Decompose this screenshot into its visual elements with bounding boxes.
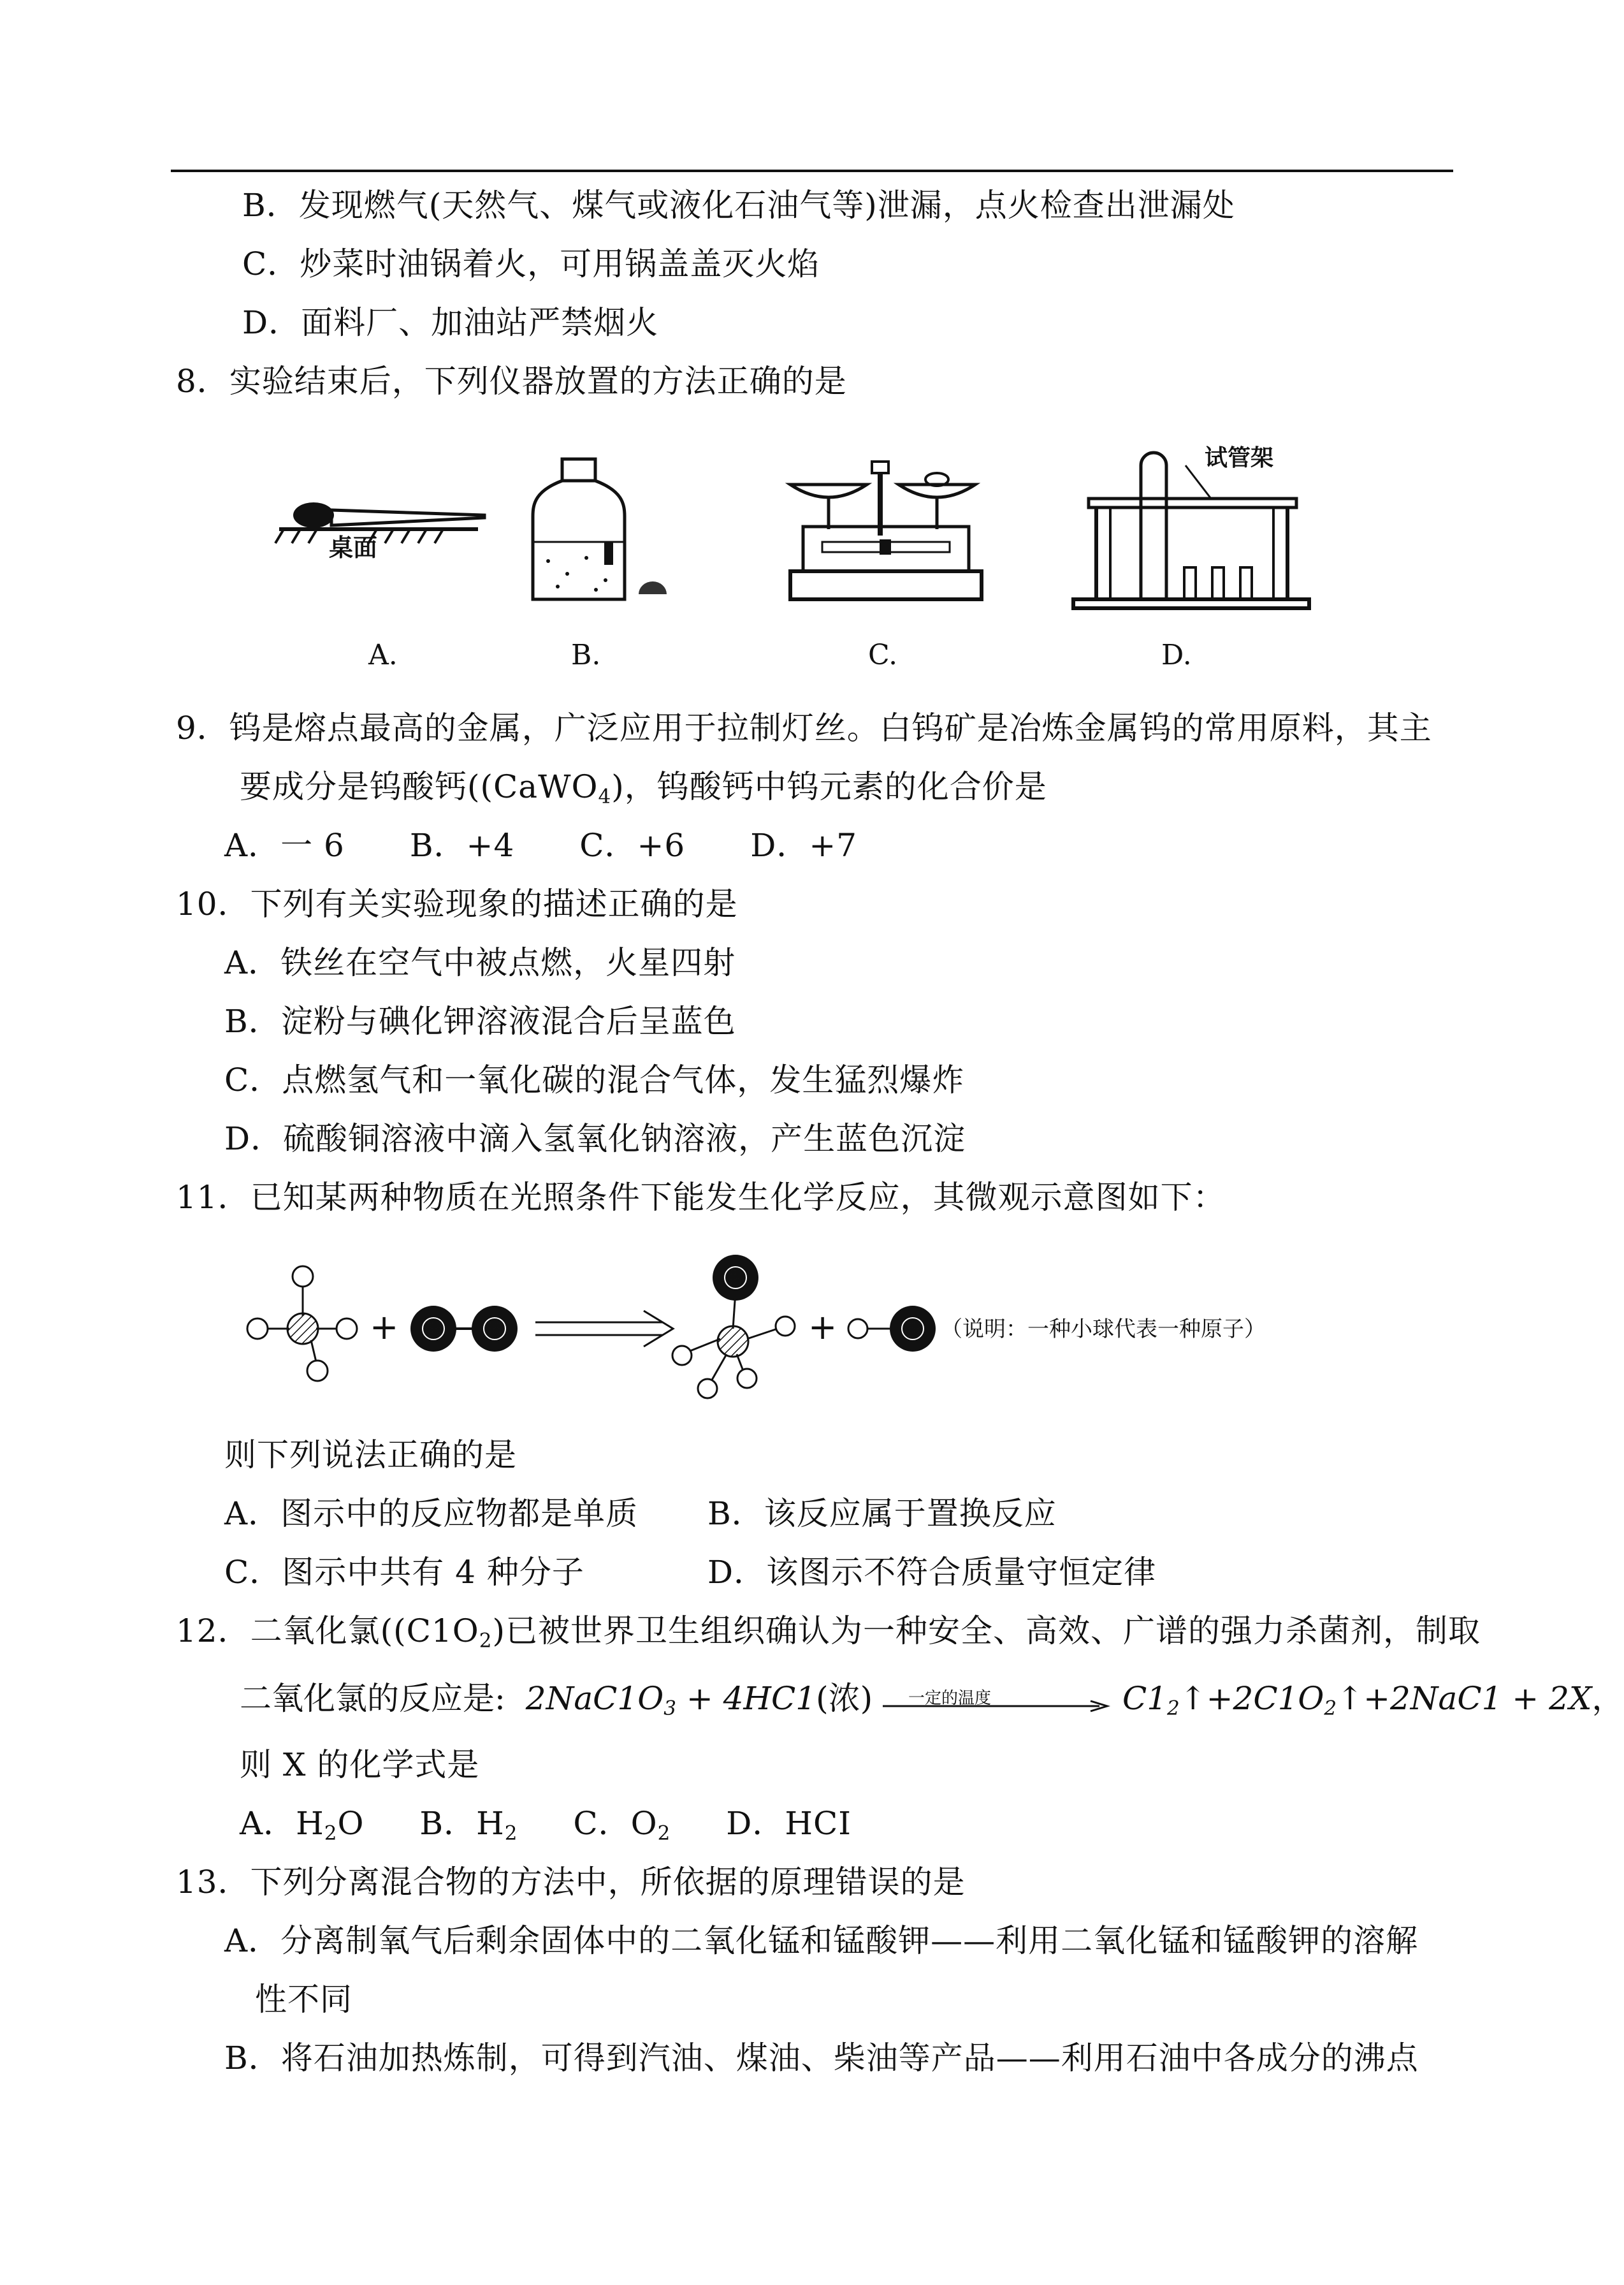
equation-lead: 二氧化氯的反应是:	[240, 1680, 505, 1717]
q7-option-b: B．发现燃气(天然气、煤气或液化石油气等)泄漏，点火检查出泄漏处	[242, 187, 1235, 224]
q10-stem: 10．下列有关实验现象的描述正确的是	[176, 886, 738, 923]
q11-option-a: A．图示中的反应物都是单质	[224, 1495, 639, 1532]
q12-option-a: A．$H_2O$	[240, 1805, 365, 1845]
q8-label-a: A.	[368, 639, 398, 671]
q10-option-c: C．点燃氢气和一氧化碳的混合气体，发生猛烈爆炸	[224, 1062, 965, 1099]
balance-figure	[784, 459, 994, 606]
q10-option-a: A．铁丝在空气中被点燃，火星四射	[224, 944, 736, 981]
q9-stem-line1: 9．钨是熔点最高的金属，广泛应用于拉制灯丝。白钨矿是冶炼金属钨的常用原料，其主	[176, 710, 1432, 747]
q11-option-c: C．图示中共有 4 种分子	[224, 1554, 584, 1591]
q13-option-a-line1: A．分离制氧气后剩余固体中的二氧化锰和锰酸钾——利用二氧化锰和锰酸钾的溶解	[224, 1922, 1419, 1959]
q11-option-b: B．该反应属于置换反应	[707, 1495, 1057, 1532]
q8-label-b: B.	[571, 639, 601, 671]
q11-option-d: D．该图示不符合质量守恒定律	[707, 1554, 1157, 1591]
svg-text:+: +	[370, 1307, 399, 1347]
desk-label: 桌面	[329, 534, 378, 562]
q12-option-d: D．HCI	[726, 1805, 852, 1842]
reaction-arrow	[535, 1311, 673, 1347]
q13-option-b-line1: B．将石油加热炼制，可得到汽油、煤油、柴油等产品——利用石油中各成分的沸点	[224, 2040, 1419, 2077]
q9-stem-line2: 要成分是钨酸钙((CaWO$_4$)，钨酸钙中钨元素的化合价是	[240, 768, 1047, 808]
test-tube-rack-figure	[1071, 440, 1326, 612]
reaction-diagram	[242, 1250, 1364, 1422]
q13-option-a-line2: 性不同	[255, 1981, 352, 2018]
reagent-bottle-figure	[523, 446, 669, 606]
q7-option-d: D．面料厂、加油站严禁烟火	[242, 304, 659, 341]
product-molecule	[672, 1255, 795, 1398]
q13-stem: 13．下列分离混合物的方法中，所依据的原理错误的是	[176, 1864, 966, 1901]
header-rule	[171, 170, 1453, 172]
svg-text:+: +	[808, 1307, 837, 1347]
q7-option-c: C．炒菜时油锅着火，可用锅盖盖灭火焰	[242, 245, 820, 282]
q10-option-d: D．硫酸铜溶液中滴入氢氧化钠溶液，产生蓝色沉淀	[224, 1120, 966, 1157]
methane-like-molecule	[247, 1266, 357, 1381]
q12-option-b: B．$H_2$	[419, 1805, 518, 1845]
q8-label-d: D.	[1161, 639, 1192, 671]
q11-stem: 11．已知某两种物质在光照条件下能发生化学反应，其微观示意图如下：	[176, 1179, 1226, 1216]
diatomic-molecule	[410, 1306, 518, 1352]
hcl-like-molecule	[848, 1306, 936, 1352]
equation-condition: 一定的温度	[908, 1689, 992, 1708]
diagram-note: （说明：一种小球代表一种原子）	[941, 1317, 1266, 1342]
q9-options: A．一 6 B．+4 C．+6 D．+7	[224, 827, 858, 864]
q11-then: 则下列说法正确的是	[224, 1436, 517, 1473]
equation-arrow	[883, 1682, 1112, 1720]
q12-equation-line: 二氧化氯的反应是: $2NaC1O_3 + 4HC1$(浓) 一定的温度 $C1_2↑+2C1O_2↑+2NaC1 + 2X$，	[240, 1673, 1624, 1724]
q10-option-b: B．淀粉与碘化钾溶液混合后呈蓝色	[224, 1003, 736, 1040]
q12-stem-line1: 12．二氧化氯($(C1O_2)$已被世界卫生组织确认为一种安全、高效、广谱的强力杀菌剂，制取	[176, 1612, 1481, 1653]
q8-stem: 8．实验结束后，下列仪器放置的方法正确的是	[176, 363, 847, 400]
q12-then: 则 X 的化学式是	[240, 1746, 480, 1783]
dropper-on-desk-figure	[274, 485, 497, 580]
q12-option-c: C．$O_2$	[573, 1805, 671, 1845]
rack-label: 试管架	[1205, 445, 1274, 471]
q8-label-c: C.	[868, 639, 898, 671]
q12-options	[240, 1803, 852, 1844]
